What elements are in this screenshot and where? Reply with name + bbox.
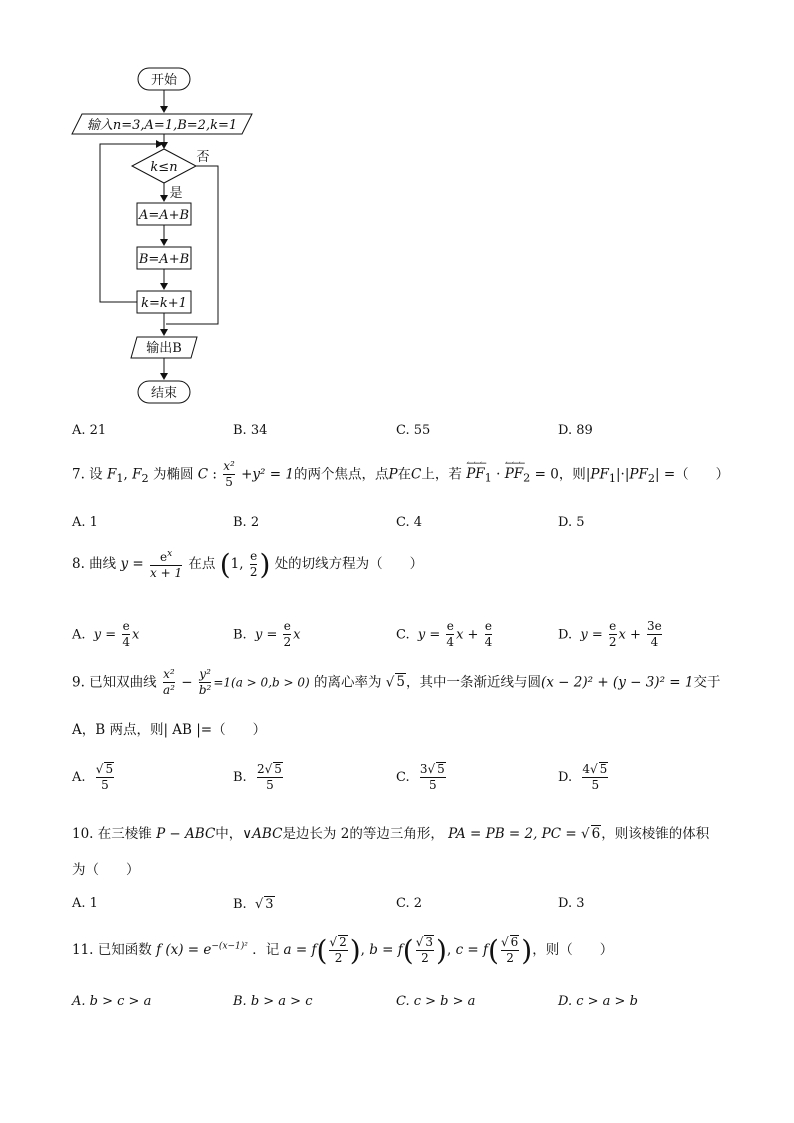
q6-option-c[interactable]: C. 55 <box>396 423 431 438</box>
q10-option-d[interactable]: D. 3 <box>558 896 585 911</box>
step3-label: k=k+1 <box>141 296 187 311</box>
condition-label: k≤n <box>150 160 178 175</box>
q6-option-d[interactable]: D. 89 <box>558 423 593 438</box>
vector-pf2: ↼↼↼ $PF_2$ <box>504 459 531 485</box>
vector-pf1: ↼↼↼ $PF_1$ <box>466 459 492 485</box>
q11-option-b[interactable]: B. b > a > c <box>233 994 313 1009</box>
q11-option-d[interactable]: D. c > a > b <box>558 994 638 1009</box>
q6-option-a[interactable]: A. 21 <box>72 423 107 438</box>
question-7: 7. 设 $F_1$, $F_2$ 为椭圆 C : $\frac{\text{x²}}{5}$ +y² = 1的两个焦点，点P在C上，若 ↼↼↼ $PF_1$ · ↼↼↼ $PF_2 = 0$，则$|PF_1|\cdot|PF_2|$ =（ ） <box>72 459 730 489</box>
q7-option-b[interactable]: B. 2 <box>233 515 260 530</box>
input-label: 输入n=3,A=1,B=2,k=1 <box>86 118 238 133</box>
q7-option-a[interactable]: A. 1 <box>72 515 98 530</box>
question-10-line2: 为（ ） <box>72 862 140 878</box>
q7-option-c[interactable]: C. 4 <box>396 515 423 530</box>
no-label: 否 <box>196 150 210 165</box>
q10-option-b[interactable]: B. √ 3 <box>233 897 274 912</box>
q9-option-d[interactable]: D. $\frac{4√ 5}{5}$ <box>558 762 608 792</box>
step2-label: B=A+B <box>138 252 190 267</box>
question-11: 11. 已知函数 f $(x) = e^{-(x-1)^2}$ ．记 a = f( $\frac{√ 2}{2}$ ), b = f( $\frac{√ 3}{2}$ ), c = f( $\frac{√ 6}{2}$ )，则（ ） <box>72 934 614 967</box>
question-9-line2: A，B 两点，则| AB |=（ ） <box>72 722 267 738</box>
end-label: 结束 <box>150 386 178 401</box>
q9-option-a[interactable]: A. $\frac{√ 5}{5}$ <box>72 762 114 792</box>
q8-option-c[interactable]: C. y = $\frac{e}{4}$ x + $\frac{e}{4}$ <box>396 619 493 649</box>
q9-option-c[interactable]: C. $\frac{3√ 5}{5}$ <box>396 762 445 792</box>
q10-option-c[interactable]: C. 2 <box>396 896 423 911</box>
output-label: 输出B <box>146 341 182 356</box>
q8-option-b[interactable]: B. y = $\frac{e}{2}$ x <box>233 619 301 649</box>
q11-option-c[interactable]: C. c > b > a <box>396 994 476 1009</box>
q11-option-a[interactable]: A. b > c > a <box>72 994 152 1009</box>
q6-option-b[interactable]: B. 34 <box>233 423 268 438</box>
q9-option-b[interactable]: B. $\frac{2√ 5}{5}$ <box>233 762 282 792</box>
question-8: 8. 曲线 y = $\frac{e^x}{x + 1}$ 在点 (1, $\frac{e}{2}$ ) 处的切线方程为（ ） <box>72 548 424 581</box>
start-label: 开始 <box>150 73 178 88</box>
question-10: 10. 在三棱锥 P − ABC中，∨ABC是边长为 2的等边三角形， PA = PB = 2, PC = √ 6，则该棱锥的体积 <box>72 826 710 842</box>
question-9: 9. 已知双曲线 $\frac{\text{x²}}{\text{a²}}$ − $\frac{\text{y²}}{\text{b²}}$ =1(a > 0,b > 0) 的离心率为 √ 5，其中一条渐近线与圆(x − 2)² + (y − 3)² = 1交于 <box>72 667 721 697</box>
q10-option-a[interactable]: A. 1 <box>72 896 98 911</box>
q7-option-d[interactable]: D. 5 <box>558 515 585 530</box>
yes-label: 是 <box>169 186 183 201</box>
q8-option-a[interactable]: A. y = $\frac{e}{4}$ x <box>72 619 140 649</box>
step1-label: A=A+B <box>138 208 190 223</box>
q8-option-d[interactable]: D. y = $\frac{e}{2}$ x + $\frac{3e}{4}$ <box>558 619 662 649</box>
flowchart <box>60 60 260 410</box>
